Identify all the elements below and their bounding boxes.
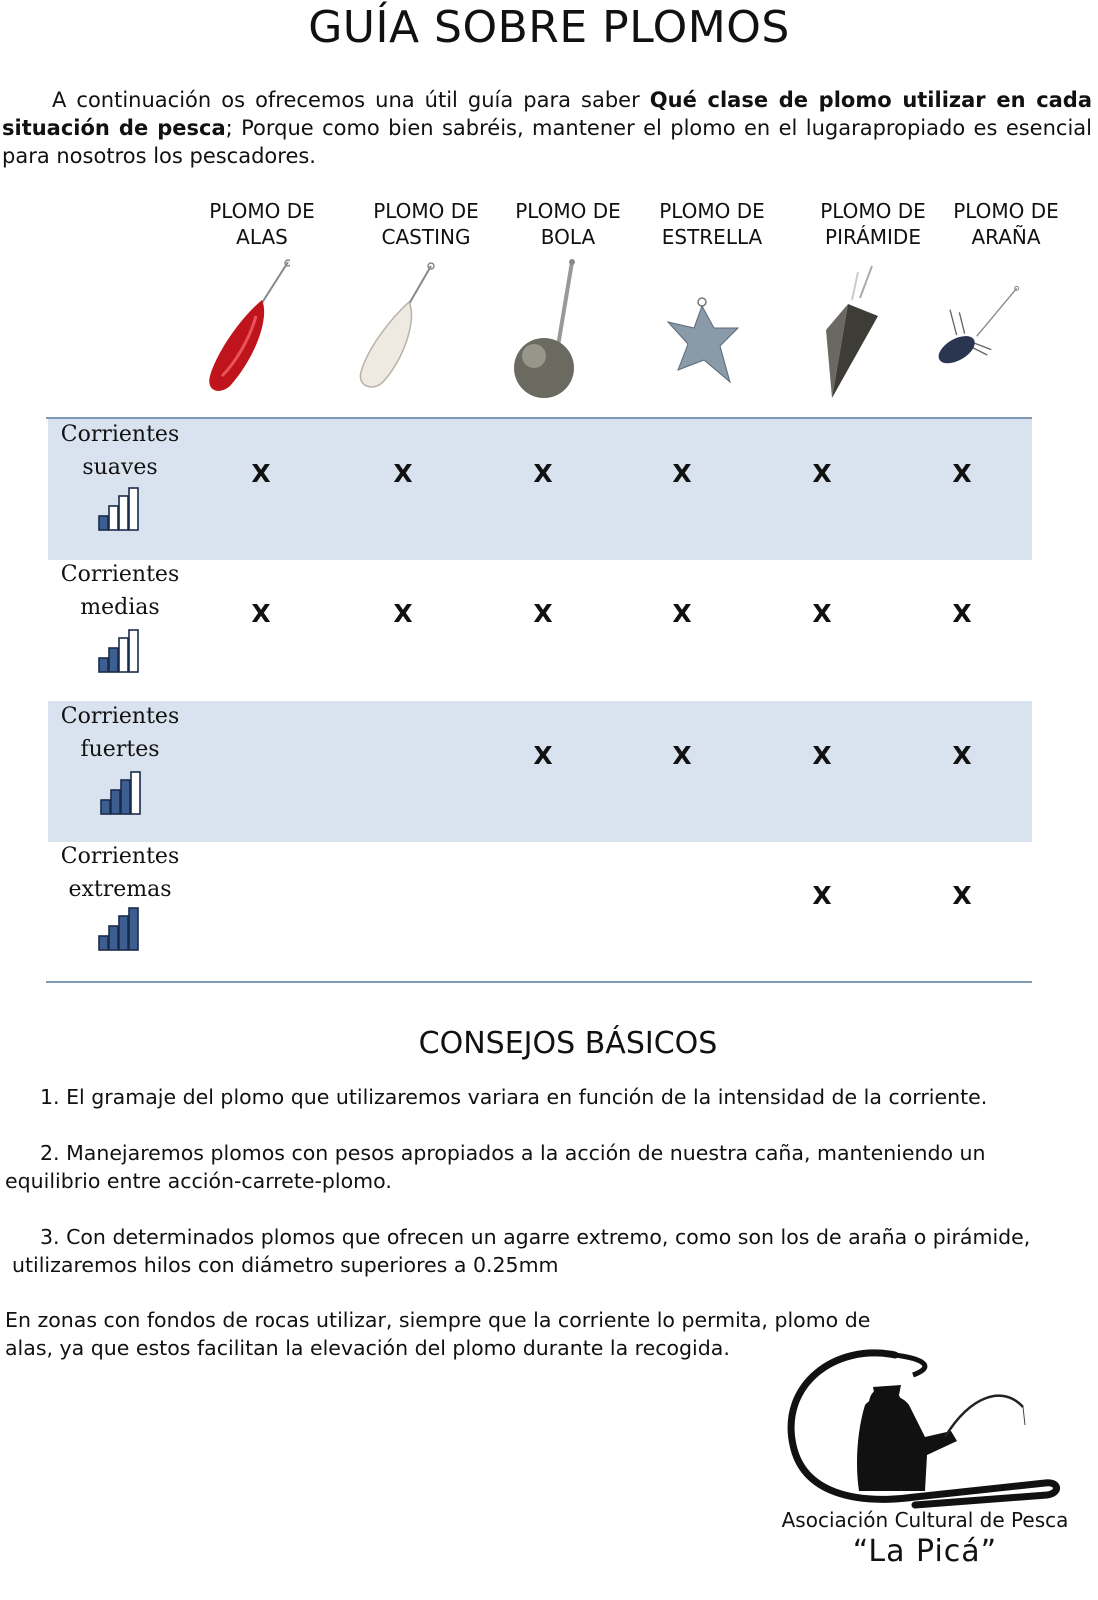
current-intensity-extreme-icon (97, 906, 143, 952)
current-intensity-medium-icon (97, 628, 143, 674)
casting-sinker-icon (353, 258, 443, 408)
mark-medias-casting: X (393, 599, 413, 628)
mark-suaves-piramide: X (812, 459, 832, 488)
intro-text-1: A continuación os ofrecemos una útil guía para saber (52, 88, 650, 112)
mark-suaves-estrella: X (672, 459, 692, 488)
mark-fuertes-estrella: X (672, 741, 692, 770)
mark-medias-bola: X (533, 599, 553, 628)
mark-suaves-bola: X (533, 459, 553, 488)
tip-3-line-1: 3. Con determinados plomos que ofrecen un agarre extremo, como son los de araña o pirámide, (40, 1225, 1031, 1249)
tips-heading: CONSEJOS BÁSICOS (418, 1026, 718, 1061)
mark-medias-estrella: X (672, 599, 692, 628)
mark-suaves-casting: X (393, 459, 413, 488)
column-header-piramide: PLOMO DE PIRÁMIDE (820, 199, 926, 249)
mark-suaves-alas: X (251, 459, 271, 488)
current-intensity-low-icon (97, 486, 143, 532)
intro-text-2: ; Porque como bien sabréis, mantener el plomo en el lugarapropiado es esencial para nosotros los pescadores. (2, 116, 1092, 168)
mark-fuertes-piramide: X (812, 741, 832, 770)
row-band-fuertes (48, 701, 1032, 842)
column-header-estrella: PLOMO DE ESTRELLA (659, 199, 765, 249)
tip-4-line-1: En zonas con fondos de rocas utilizar, siempre que la corriente lo permita, plomo de (5, 1308, 871, 1332)
ball-sinker-icon (500, 258, 590, 408)
tip-3-line-2: utilizaremos hilos con diámetro superiores a 0.25mm (12, 1253, 559, 1277)
current-intensity-strong-icon (99, 770, 145, 816)
mark-extremas-piramide: X (812, 881, 832, 910)
row-label-extremas: Corrientes extremas (60, 844, 180, 902)
tip-2-line-1: 2. Manejaremos plomos con pesos apropiados a la acción de nuestra caña, manteniendo un (40, 1141, 986, 1165)
page-title: GUÍA SOBRE PLOMOS (308, 2, 790, 53)
fisherman-hook-logo (775, 1345, 1075, 1520)
column-header-arana: PLOMO DE ARAÑA (953, 199, 1059, 249)
tip-1: 1. El gramaje del plomo que utilizaremos variara en función de la intensidad de la corriente. (40, 1085, 988, 1109)
mark-medias-alas: X (251, 599, 271, 628)
wing-sinker-icon (200, 258, 290, 408)
intro-bold: Qué clase de plomo utilizar en cada situación de pesca (2, 88, 1093, 140)
mark-medias-arana: X (952, 599, 972, 628)
row-band-suaves (48, 419, 1032, 560)
row-label-fuertes: Corrientes fuertes (60, 704, 180, 762)
column-header-bola: PLOMO DE BOLA (515, 199, 621, 249)
row-label-suaves: Corrientes suaves (60, 422, 180, 480)
table-bottom-rule (46, 981, 1032, 983)
pyramid-sinker-icon (818, 258, 908, 408)
tip-4-line-2: alas, ya que estos facilitan la elevación del plomo durante la recogida. (5, 1336, 730, 1360)
row-label-medias: Corrientes medias (60, 562, 180, 620)
star-sinker-icon (662, 258, 752, 408)
organization-subtitle: Asociación Cultural de Pesca (781, 1508, 1069, 1532)
tip-2-line-2: equilibrio entre acción-carrete-plomo. (5, 1169, 392, 1193)
spider-sinker-icon (930, 258, 1020, 408)
mark-fuertes-bola: X (533, 741, 553, 770)
mark-medias-piramide: X (812, 599, 832, 628)
column-header-alas: PLOMO DE ALAS (209, 199, 315, 249)
organization-name: “La Picá” (852, 1534, 998, 1569)
mark-suaves-arana: X (952, 459, 972, 488)
intro-paragraph (2, 86, 1092, 170)
mark-fuertes-arana: X (952, 741, 972, 770)
column-header-casting: PLOMO DE CASTING (373, 199, 479, 249)
mark-extremas-arana: X (952, 881, 972, 910)
